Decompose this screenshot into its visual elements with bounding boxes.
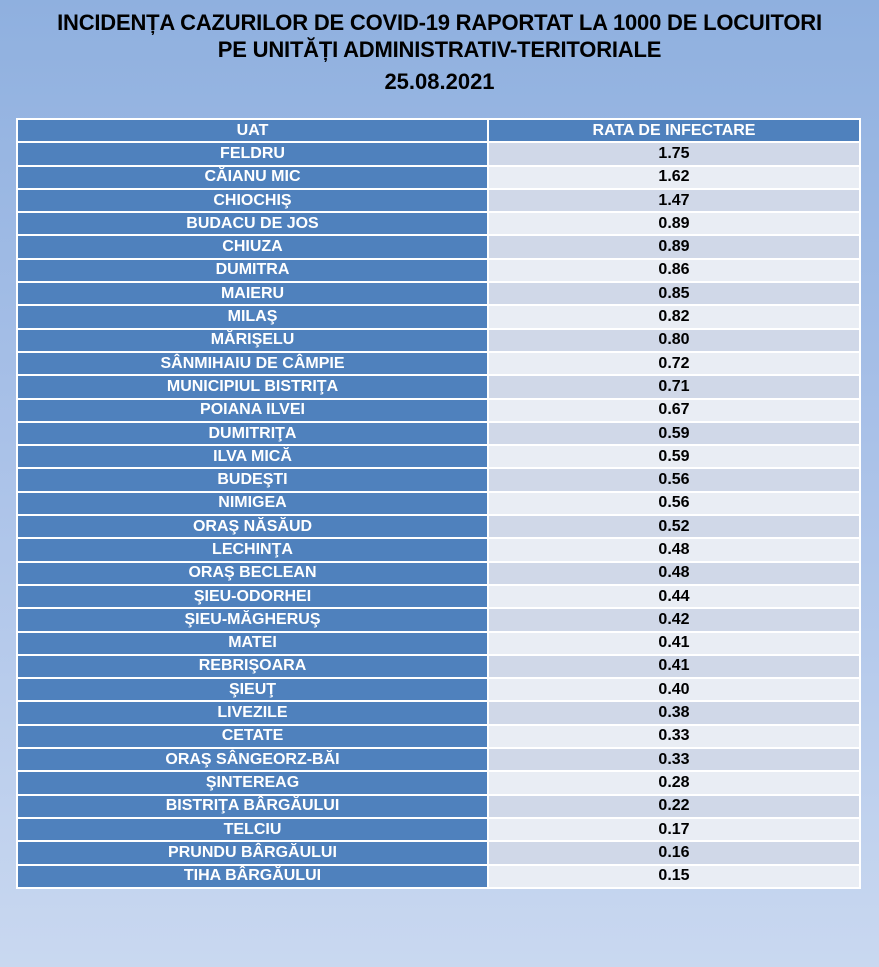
uat-cell: SÂNMIHAIU DE CÂMPIE xyxy=(17,352,488,375)
table-row xyxy=(17,492,860,515)
rate-cell: 0.72 xyxy=(488,352,860,375)
uat-cell: LIVEZILE xyxy=(17,701,488,724)
rate-cell: 0.89 xyxy=(488,212,860,235)
table-row xyxy=(17,259,860,282)
rate-cell: 0.22 xyxy=(488,795,860,818)
table-row xyxy=(17,329,860,352)
rate-cell: 0.33 xyxy=(488,725,860,748)
title-date: 25.08.2021 xyxy=(384,69,495,94)
table-row xyxy=(17,608,860,631)
uat-cell: MAIERU xyxy=(17,282,488,305)
rate-cell: 0.28 xyxy=(488,771,860,794)
rate-cell: 0.89 xyxy=(488,235,860,258)
uat-cell: MUNICIPIUL BISTRIŢA xyxy=(17,375,488,398)
title-line-2: PE UNITĂȚI ADMINISTRATIV-TERITORIALE xyxy=(217,37,662,62)
uat-cell: LECHINŢA xyxy=(17,538,488,561)
table-row xyxy=(17,305,860,328)
rate-cell: 1.75 xyxy=(488,142,860,165)
rate-cell: 0.85 xyxy=(488,282,860,305)
table-row xyxy=(17,585,860,608)
table-row xyxy=(17,865,860,888)
rate-cell: 0.52 xyxy=(488,515,860,538)
rate-cell: 0.82 xyxy=(488,305,860,328)
rate-cell: 0.80 xyxy=(488,329,860,352)
table-row xyxy=(17,212,860,235)
uat-cell: REBRIŞOARA xyxy=(17,655,488,678)
rate-cell: 0.40 xyxy=(488,678,860,701)
uat-cell: TELCIU xyxy=(17,818,488,841)
uat-cell: TIHA BÂRGĂULUI xyxy=(17,865,488,888)
table-header-row xyxy=(17,119,860,142)
uat-cell: DUMITRIŢA xyxy=(17,422,488,445)
uat-cell: ILVA MICĂ xyxy=(17,445,488,468)
table-body xyxy=(17,142,860,888)
uat-cell: CĂIANU MIC xyxy=(17,166,488,189)
rate-cell: 1.62 xyxy=(488,166,860,189)
rate-cell: 0.56 xyxy=(488,468,860,491)
table-row xyxy=(17,538,860,561)
rate-cell: 0.41 xyxy=(488,632,860,655)
rate-cell: 0.17 xyxy=(488,818,860,841)
table-row xyxy=(17,422,860,445)
rate-cell: 0.59 xyxy=(488,445,860,468)
table-row xyxy=(17,632,860,655)
uat-cell: ORAŞ BECLEAN xyxy=(17,562,488,585)
rate-cell: 0.71 xyxy=(488,375,860,398)
uat-cell: ŞIEU-ODORHEI xyxy=(17,585,488,608)
rate-cell: 0.42 xyxy=(488,608,860,631)
uat-cell: ORAŞ SÂNGEORZ-BĂI xyxy=(17,748,488,771)
rate-cell: 0.67 xyxy=(488,399,860,422)
header-uat: UAT xyxy=(17,119,488,142)
rate-cell: 0.86 xyxy=(488,259,860,282)
table-row xyxy=(17,655,860,678)
rate-cell: 0.33 xyxy=(488,748,860,771)
table-row xyxy=(17,189,860,212)
rate-cell: 0.56 xyxy=(488,492,860,515)
table-row xyxy=(17,678,860,701)
rate-cell: 0.59 xyxy=(488,422,860,445)
rate-cell: 0.44 xyxy=(488,585,860,608)
table-row xyxy=(17,562,860,585)
uat-cell: BUDEŞTI xyxy=(17,468,488,491)
table-row xyxy=(17,375,860,398)
uat-cell: FELDRU xyxy=(17,142,488,165)
rate-cell: 0.48 xyxy=(488,538,860,561)
table-row xyxy=(17,701,860,724)
rate-cell: 0.38 xyxy=(488,701,860,724)
header-infection-rate: RATA DE INFECTARE xyxy=(488,119,860,142)
rate-cell: 0.15 xyxy=(488,865,860,888)
uat-cell: CHIOCHIŞ xyxy=(17,189,488,212)
incidence-table xyxy=(16,118,861,889)
table-row xyxy=(17,235,860,258)
table-row xyxy=(17,748,860,771)
rate-cell: 0.41 xyxy=(488,655,860,678)
uat-cell: PRUNDU BÂRGĂULUI xyxy=(17,841,488,864)
table-row xyxy=(17,515,860,538)
table-row xyxy=(17,142,860,165)
uat-cell: CETATE xyxy=(17,725,488,748)
uat-cell: NIMIGEA xyxy=(17,492,488,515)
rate-cell: 1.47 xyxy=(488,189,860,212)
table-row xyxy=(17,468,860,491)
uat-cell: DUMITRA xyxy=(17,259,488,282)
table-row xyxy=(17,166,860,189)
title-line-1: INCIDENȚA CAZURILOR DE COVID-19 RAPORTAT LA 1000 DE LOCUITORI xyxy=(57,10,822,35)
uat-cell: MĂRIŞELU xyxy=(17,329,488,352)
uat-cell: ŞIEUŢ xyxy=(17,678,488,701)
table-row xyxy=(17,725,860,748)
uat-cell: ORAŞ NĂSĂUD xyxy=(17,515,488,538)
table-row xyxy=(17,818,860,841)
uat-cell: BUDACU DE JOS xyxy=(17,212,488,235)
page-title xyxy=(0,0,879,99)
uat-cell: ŞINTEREAG xyxy=(17,771,488,794)
table-row xyxy=(17,445,860,468)
uat-cell: MILAŞ xyxy=(17,305,488,328)
uat-cell: MATEI xyxy=(17,632,488,655)
table-row xyxy=(17,282,860,305)
uat-cell: CHIUZA xyxy=(17,235,488,258)
rate-cell: 0.16 xyxy=(488,841,860,864)
uat-cell: ŞIEU-MĂGHERUŞ xyxy=(17,608,488,631)
uat-cell: POIANA ILVEI xyxy=(17,399,488,422)
table-row xyxy=(17,399,860,422)
table-row xyxy=(17,352,860,375)
table-row xyxy=(17,771,860,794)
rate-cell: 0.48 xyxy=(488,562,860,585)
uat-cell: BISTRIŢA BÂRGĂULUI xyxy=(17,795,488,818)
table-row xyxy=(17,795,860,818)
table-row xyxy=(17,841,860,864)
